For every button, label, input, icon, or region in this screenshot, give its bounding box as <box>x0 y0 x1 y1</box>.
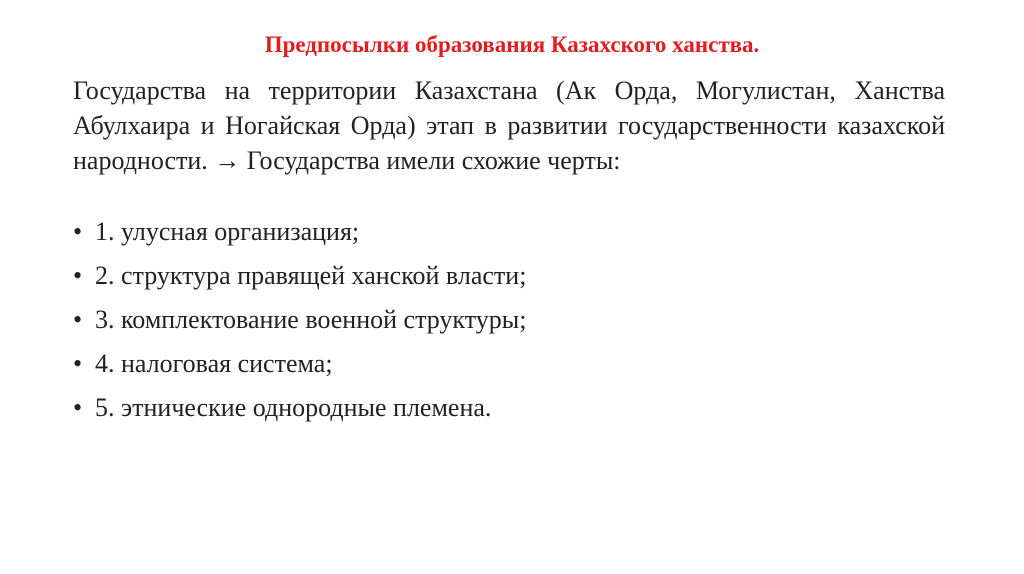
list-item-text: 5. этнические однородные племена. <box>95 393 492 422</box>
bullet-marker: • <box>73 305 83 334</box>
list-item-text: 1. улусная организация; <box>95 217 360 246</box>
bullet-marker: • <box>73 217 83 246</box>
list-item <box>73 258 945 302</box>
bullet-marker: • <box>73 393 83 422</box>
list-item <box>73 346 945 390</box>
feature-list <box>73 214 945 434</box>
slide-title: Предпосылки образования Казахского ханства. <box>264 32 760 57</box>
list-item-text: 2. структура правящей ханской власти; <box>95 261 527 290</box>
bullet-marker: • <box>73 261 83 290</box>
list-item-text: 4. налоговая система; <box>95 349 333 378</box>
list-item <box>73 302 945 346</box>
intro-paragraph: Государства на территории Казахстана (Ак Орда, Могулистан, Ханства Абулхаира и Ногайская Орда) этап в развитии государственности казахской народности. → Государства имели схожие черты: <box>73 76 945 175</box>
list-item-text: 3. комплектование военной структуры; <box>95 305 527 334</box>
list-item <box>73 214 945 258</box>
list-item <box>73 390 945 434</box>
bullet-marker: • <box>73 349 83 378</box>
